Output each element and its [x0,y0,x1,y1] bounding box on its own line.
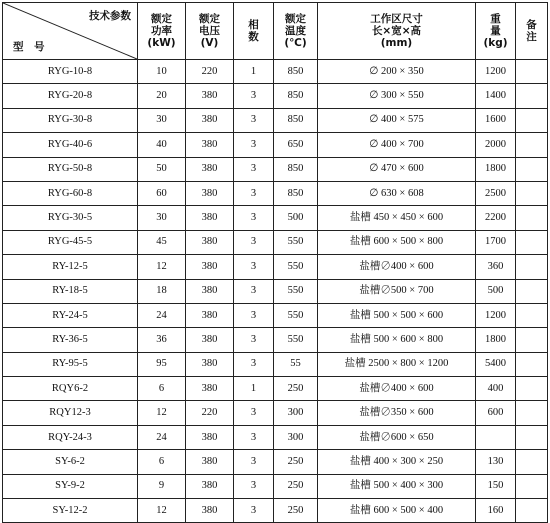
zone-cell: ∅ 470 × 600 [318,157,476,181]
model-cell: RYG-50-8 [3,157,138,181]
voltage-cell: 380 [186,328,234,352]
voltage-cell: 380 [186,474,234,498]
model-cell: RQY-24-3 [3,425,138,449]
diagonal-header-cell [3,3,138,60]
temp-cell: 500 [274,206,318,230]
voltage-cell: 380 [186,108,234,132]
zone-header: 工作区尺寸 长×宽×高 (mm) [318,3,476,60]
zone-cell: 盐槽 500 × 600 × 800 [318,328,476,352]
zone-cell: ∅ 200 × 350 [318,60,476,84]
model-cell: RYG-30-8 [3,108,138,132]
phase-cell: 3 [234,499,274,523]
temp-cell: 850 [274,181,318,205]
weight-cell: 500 [476,279,516,303]
remark-cell [516,303,548,327]
temp-cell: 850 [274,108,318,132]
power-header: 额定 功率 (kW) [138,3,186,60]
model-cell: RYG-30-5 [3,206,138,230]
phase-cell: 3 [234,181,274,205]
table-row [3,230,548,254]
remark-header: 备 注 [516,3,548,60]
temp-cell: 550 [274,328,318,352]
temp-cell: 650 [274,133,318,157]
model-cell: RYG-10-8 [3,60,138,84]
table-row [3,108,548,132]
temp-cell: 850 [274,84,318,108]
table-row [3,328,548,352]
power-cell: 30 [138,206,186,230]
remark-cell [516,450,548,474]
temp-cell: 300 [274,425,318,449]
model-cell: RY-24-5 [3,303,138,327]
zone-cell: 盐槽∅400 × 600 [318,255,476,279]
phase-cell: 3 [234,84,274,108]
temp-cell: 300 [274,401,318,425]
zone-cell: ∅ 300 × 550 [318,84,476,108]
temp-header: 额定 温度 (℃) [274,3,318,60]
voltage-cell: 380 [186,157,234,181]
model-cell: RY-12-5 [3,255,138,279]
temp-cell: 250 [274,377,318,401]
power-cell: 12 [138,401,186,425]
power-cell: 95 [138,352,186,376]
weight-cell [476,425,516,449]
remark-cell [516,328,548,352]
remark-cell [516,499,548,523]
table-row [3,499,548,523]
zone-cell: 盐槽 400 × 300 × 250 [318,450,476,474]
zone-cell: 盐槽 600 × 500 × 800 [318,230,476,254]
remark-cell [516,425,548,449]
temp-cell: 850 [274,60,318,84]
remark-cell [516,157,548,181]
weight-cell: 600 [476,401,516,425]
power-cell: 6 [138,377,186,401]
table-row [3,352,548,376]
table-row [3,279,548,303]
table-row [3,133,548,157]
phase-cell: 3 [234,450,274,474]
table-row [3,303,548,327]
voltage-cell: 380 [186,206,234,230]
table-row [3,181,548,205]
zone-cell: 盐槽 2500 × 800 × 1200 [318,352,476,376]
weight-header: 重 量 (kg) [476,3,516,60]
phase-cell: 3 [234,255,274,279]
weight-cell: 1800 [476,328,516,352]
voltage-cell: 380 [186,352,234,376]
power-cell: 6 [138,450,186,474]
temp-cell: 850 [274,157,318,181]
weight-cell: 2000 [476,133,516,157]
zone-cell: 盐槽∅600 × 650 [318,425,476,449]
voltage-cell: 380 [186,279,234,303]
weight-cell: 2500 [476,181,516,205]
weight-cell: 160 [476,499,516,523]
phase-cell: 3 [234,279,274,303]
table-row [3,474,548,498]
weight-cell: 1200 [476,303,516,327]
model-label: 型 号 [13,41,45,53]
table-row [3,255,548,279]
table-body [3,60,548,523]
voltage-cell: 380 [186,84,234,108]
weight-cell: 360 [476,255,516,279]
power-cell: 24 [138,303,186,327]
temp-cell: 250 [274,474,318,498]
power-cell: 36 [138,328,186,352]
voltage-cell: 220 [186,60,234,84]
phase-cell: 3 [234,157,274,181]
remark-cell [516,108,548,132]
remark-cell [516,60,548,84]
power-cell: 50 [138,157,186,181]
phase-cell: 3 [234,352,274,376]
model-cell: RQY12-3 [3,401,138,425]
zone-cell: 盐槽∅400 × 600 [318,377,476,401]
voltage-cell: 380 [186,303,234,327]
model-cell: RYG-40-6 [3,133,138,157]
zone-cell: ∅ 400 × 700 [318,133,476,157]
remark-cell [516,377,548,401]
remark-cell [516,84,548,108]
model-cell: SY-6-2 [3,450,138,474]
phase-cell: 3 [234,133,274,157]
zone-cell: 盐槽 500 × 500 × 600 [318,303,476,327]
phase-header: 相 数 [234,3,274,60]
weight-cell: 400 [476,377,516,401]
phase-cell: 3 [234,206,274,230]
model-cell: RYG-60-8 [3,181,138,205]
zone-cell: 盐槽 500 × 400 × 300 [318,474,476,498]
voltage-header: 额定 电压 (V) [186,3,234,60]
temp-cell: 250 [274,450,318,474]
remark-cell [516,279,548,303]
power-cell: 20 [138,84,186,108]
voltage-cell: 380 [186,181,234,205]
phase-cell: 3 [234,425,274,449]
power-cell: 12 [138,499,186,523]
voltage-cell: 380 [186,255,234,279]
table-row [3,401,548,425]
power-cell: 30 [138,108,186,132]
table-row [3,206,548,230]
remark-cell [516,133,548,157]
phase-cell: 3 [234,303,274,327]
zone-cell: 盐槽∅350 × 600 [318,401,476,425]
weight-cell: 1200 [476,60,516,84]
table-row [3,60,548,84]
temp-cell: 550 [274,279,318,303]
weight-cell: 150 [476,474,516,498]
temp-cell: 55 [274,352,318,376]
table-row [3,450,548,474]
remark-cell [516,181,548,205]
power-cell: 40 [138,133,186,157]
zone-cell: 盐槽 450 × 450 × 600 [318,206,476,230]
temp-cell: 550 [274,303,318,327]
phase-cell: 3 [234,401,274,425]
zone-cell: 盐槽∅500 × 700 [318,279,476,303]
phase-cell: 1 [234,377,274,401]
temp-cell: 250 [274,499,318,523]
power-cell: 9 [138,474,186,498]
header-row [3,3,548,60]
temp-cell: 550 [274,230,318,254]
remark-cell [516,230,548,254]
model-cell: RQY6-2 [3,377,138,401]
weight-cell: 1400 [476,84,516,108]
power-cell: 10 [138,60,186,84]
voltage-cell: 380 [186,230,234,254]
power-cell: 24 [138,425,186,449]
power-cell: 18 [138,279,186,303]
table-row [3,84,548,108]
power-cell: 60 [138,181,186,205]
remark-cell [516,206,548,230]
furnace-spec-table [2,2,548,523]
model-cell: SY-9-2 [3,474,138,498]
remark-cell [516,255,548,279]
table-row [3,425,548,449]
weight-cell: 5400 [476,352,516,376]
model-cell: RYG-20-8 [3,84,138,108]
temp-cell: 550 [274,255,318,279]
voltage-cell: 380 [186,377,234,401]
zone-cell: 盐槽 600 × 500 × 400 [318,499,476,523]
voltage-cell: 380 [186,133,234,157]
phase-cell: 3 [234,230,274,254]
remark-cell [516,401,548,425]
model-cell: RY-36-5 [3,328,138,352]
remark-cell [516,474,548,498]
zone-cell: ∅ 400 × 575 [318,108,476,132]
model-cell: SY-12-2 [3,499,138,523]
voltage-cell: 380 [186,425,234,449]
phase-cell: 1 [234,60,274,84]
weight-cell: 2200 [476,206,516,230]
voltage-cell: 380 [186,450,234,474]
model-cell: RY-18-5 [3,279,138,303]
model-cell: RY-95-5 [3,352,138,376]
weight-cell: 1800 [476,157,516,181]
weight-cell: 1700 [476,230,516,254]
zone-cell: ∅ 630 × 608 [318,181,476,205]
power-cell: 12 [138,255,186,279]
weight-cell: 1600 [476,108,516,132]
voltage-cell: 380 [186,499,234,523]
phase-cell: 3 [234,108,274,132]
voltage-cell: 220 [186,401,234,425]
weight-cell: 130 [476,450,516,474]
power-cell: 45 [138,230,186,254]
model-cell: RYG-45-5 [3,230,138,254]
remark-cell [516,352,548,376]
phase-cell: 3 [234,328,274,352]
table-row [3,157,548,181]
table-row [3,377,548,401]
param-label: 技术参数 [89,10,131,22]
phase-cell: 3 [234,474,274,498]
